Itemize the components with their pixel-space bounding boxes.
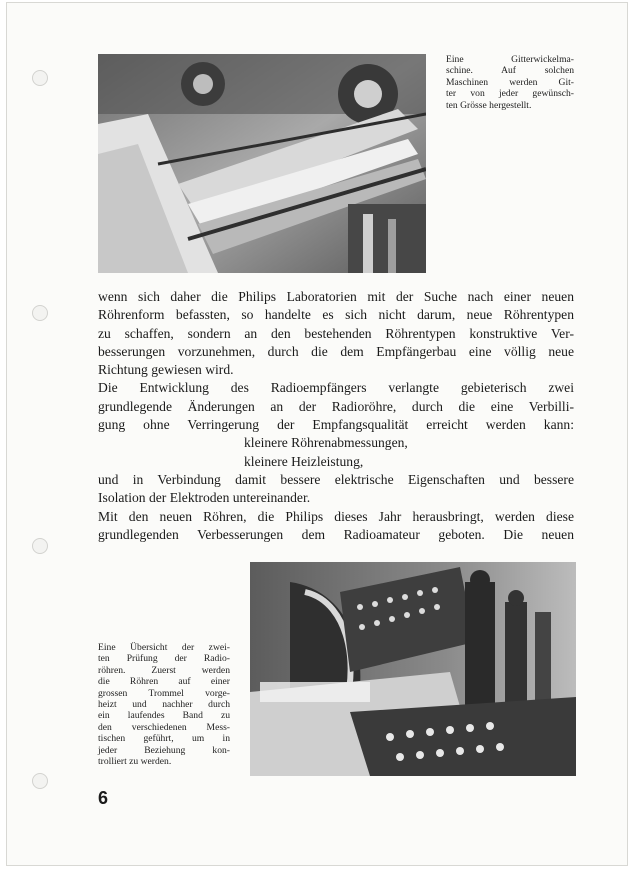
punch-hole (32, 305, 48, 321)
text-line: wenn sich daher die Philips Laboratorien mit der Suche nach einer neuen (98, 289, 574, 304)
text-line: kleinere Röhrenabmessungen, (244, 435, 408, 451)
text-line: Röhrenform befassten, so handelte es sich nicht darum, neue Röhrentypen (98, 307, 574, 323)
caption-line: röhren. Zuerst werden (98, 664, 230, 676)
caption-line: Eine Gitterwickelma- (446, 54, 574, 65)
caption-line: Eine Übersicht der zwei- (98, 642, 230, 653)
caption-line: schine. Auf solchen (446, 65, 574, 77)
text-line: grundlegenden Verbesserungen dem Radioamateur geboten. Die neuen (98, 526, 574, 542)
page-number: 6 (98, 788, 109, 808)
caption-line: trolliert zu werden. (98, 756, 172, 768)
caption-line: Maschinen werden Git- (446, 76, 574, 88)
text-line: kleinere Heizleistung, (244, 453, 364, 469)
caption-line: die Röhren auf einer (98, 676, 230, 688)
caption-line: ten Prüfung der Radio- (98, 653, 230, 665)
text-line: gung ohne Verringerung der Empfangsqualität erreicht werden kann: (98, 417, 574, 433)
text-line: Die Entwicklung des Radioempfängers verlangte gebieterisch zwei (98, 380, 574, 396)
caption-line: grossen Trommel vorge- (98, 687, 230, 699)
tube-testing-photo (250, 562, 576, 776)
body-text (98, 288, 574, 544)
bottom-photo-caption (98, 642, 230, 767)
document-page (6, 2, 628, 866)
grid-winding-machine-photo (98, 54, 426, 273)
top-photo-caption (446, 54, 574, 111)
text-line: grundlegende Änderungen an der Radioröhre, durch die eine Verbilli- (98, 398, 574, 414)
caption-line: ter von jeder gewünsch- (446, 88, 574, 100)
text-line: besserungen vorzunehmen, durch die dem Empfängerbau eine völlig neue (98, 343, 574, 359)
caption-line: jeder Beziehung kon- (98, 744, 230, 756)
text-line: Richtung gewiesen wird. (98, 362, 234, 378)
text-line: und in Verbindung damit bessere elektrische Eigenschaften und bessere (98, 471, 574, 487)
caption-line: den verschiedenen Mess- (98, 721, 230, 733)
text-line: Mit den neuen Röhren, die Philips dieses Jahr herausbringt, werden diese (98, 508, 574, 524)
text-line: Isolation der Elektroden untereinander. (98, 490, 311, 506)
caption-line: heizt und nachher durch (98, 699, 230, 711)
caption-line: ein laufendes Band zu (98, 710, 230, 722)
punch-hole (32, 538, 48, 554)
punch-hole (32, 773, 48, 789)
caption-line: ten Grösse hergestellt. (446, 99, 532, 111)
text-line: zu schaffen, sondern an den bestehenden Röhrentypen konstruktive Ver- (98, 325, 574, 341)
punch-hole (32, 70, 48, 86)
caption-line: tischen geführt, um in (98, 733, 230, 745)
